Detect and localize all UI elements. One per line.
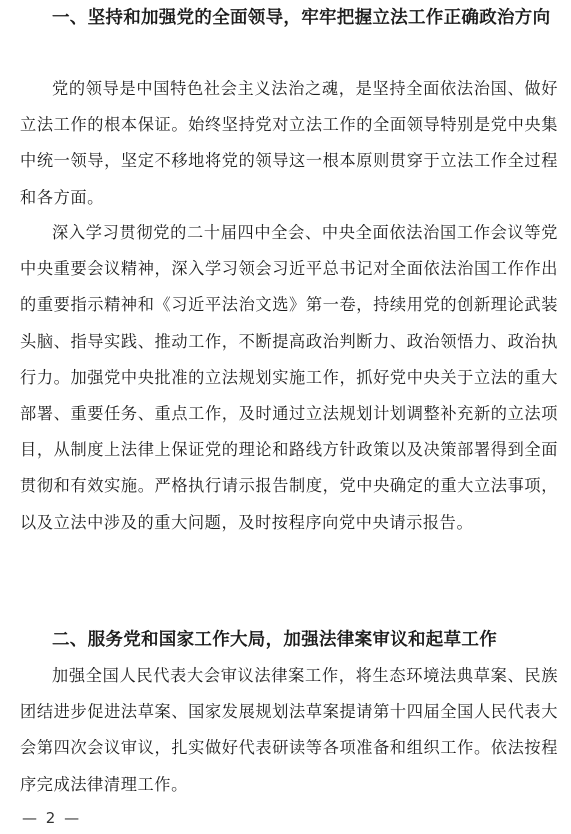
section-2-paragraph-1: 加强全国人民代表大会审议法律案工作，将生态环境法典草案、民族团结进步促进法草案、国家发展规划法草案提请第十四届全国人民代表大会第四次会议审议，扎实做好代表研读等各项准备和组织工作。依法按程序完成法律清理工作。 <box>20 666 558 794</box>
section-heading-2: 二、服务党和国家工作大局，加强法律案审议和起草工作 <box>52 630 497 650</box>
section-1-paragraph-1: 党的领导是中国特色社会主义法治之魂，是坚持全面依法治国、做好立法工作的根本保证。始终坚持党对立法工作的全面领导特别是党中央集中统一领导，坚定不移地将党的领导这一根本原则贯穿于立法工作全过程和各方面。 <box>20 79 558 207</box>
section-1-paragraph-2: 深入学习贯彻党的二十届四中全会、中央全面依法治国工作会议等党中央重要会议精神，深入学习领会习近平总书记对全面依法治国工作作出的重要指示精神和《习近平法治文选》第一卷，持续用党的创新理论武装头脑、指导实践、推动工作，不断提高政治判断力、政治领悟力、政治执行力。加强党中央批准的立法规划实施工作，抓好党中央关于立法的重大部署、重要任务、重点工作，及时通过立法规划计划调整补充新的立法项目，从制度上法律上保证党的理论和路线方针政策以及决策部署得到全面贯彻和有效实施。严格执行请示报告制度，党中央确定的重大立法事项，以及立法中涉及的重大问题，及时按程序向党中央请示报告。 <box>20 223 558 532</box>
page-number: — 2 — <box>22 809 82 827</box>
section-heading-1: 一、坚持和加强党的全面领导，牢牢把握立法工作正确政治方向 <box>52 8 551 28</box>
